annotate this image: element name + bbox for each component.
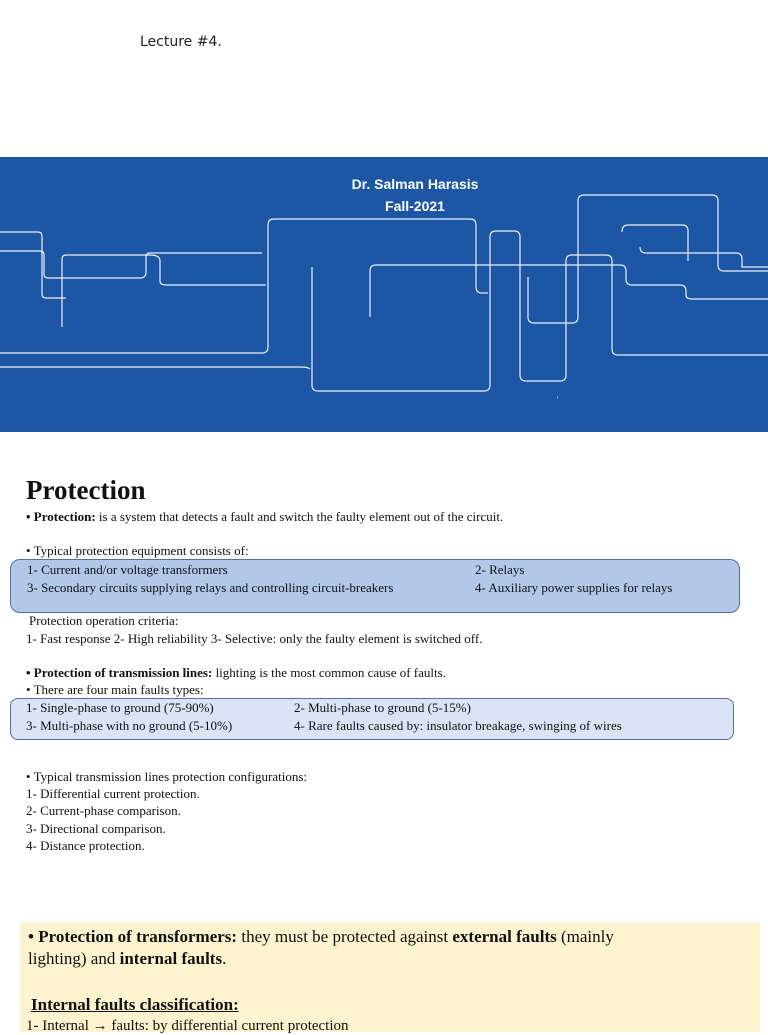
equipment-item: 4- Auxiliary power supplies for relays [475, 580, 673, 595]
config-item: 4- Distance protection. [26, 838, 145, 853]
internal-faults-heading [31, 995, 239, 1015]
fault-item: 4- Rare faults caused by: insulator breakage, swinging of wires [294, 718, 622, 733]
faults-intro: • There are four main faults types: [26, 682, 204, 697]
transformers-term: • Protection of transformers: [28, 927, 238, 946]
transformers-callout [20, 922, 760, 1032]
faults-box [10, 698, 734, 740]
config-item: 2- Current-phase comparison. [26, 803, 181, 818]
transformers-line-1 [28, 927, 614, 947]
banner-tick-mark: ' [557, 395, 559, 404]
transformers-text: . [222, 949, 227, 968]
internal-faults-heading-text: Internal faults classification: [31, 995, 239, 1014]
criteria-text: 1- Fast response 2- High reliability 3- Selective: only the faulty element is switched off. [26, 631, 483, 646]
transmission-heading-term: • Protection of transmission lines: [26, 665, 213, 680]
equipment-item: 3- Secondary circuits supplying relays and controlling circuit-breakers [27, 580, 394, 595]
protection-definition-text: is a system that detects a fault and switch the faulty element out of the circuit. [95, 509, 504, 524]
transformers-text: lighting) and [28, 949, 120, 968]
fault-item: 3- Multi-phase with no ground (5-10%) [26, 718, 233, 733]
equipment-intro: • Typical protection equipment consists of: [26, 543, 249, 558]
protection-definition-term: • Protection: [26, 509, 96, 524]
fault-item: 2- Multi-phase to ground (5-15%) [294, 700, 471, 715]
transmission-heading-text: lighting is the most common cause of faults. [212, 665, 446, 680]
equipment-item: 2- Relays [475, 562, 525, 577]
fault-item: 1- Single-phase to ground (75-90%) [26, 700, 214, 715]
banner-author: Dr. Salman Harasis [351, 176, 479, 192]
transformers-text: (mainly [556, 927, 614, 946]
config-item: 1- Differential current protection. [26, 786, 200, 801]
criteria-intro: Protection operation criteria: [29, 613, 179, 628]
transmission-heading [26, 665, 446, 681]
transformers-text: they must be protected against [237, 927, 453, 946]
config-item: 3- Directional comparison. [26, 821, 166, 836]
equipment-box [10, 559, 740, 613]
title-banner [0, 157, 768, 432]
banner-term: Fall-2021 [385, 198, 445, 214]
external-faults-term: external faults [452, 927, 557, 946]
equipment-item: 1- Current and/or voltage transformers [27, 562, 228, 577]
internal-faults-cut-line: 1- Internal → faults: by differential current protection [26, 1018, 349, 1034]
protection-definition [26, 509, 503, 525]
config-intro: • Typical transmission lines protection configurations: [26, 769, 308, 784]
lecture-label: Lecture #4. [140, 34, 222, 50]
section-title: Protection [26, 475, 146, 505]
transformers-line-2 [28, 949, 226, 969]
internal-faults-term: internal faults [119, 949, 223, 968]
